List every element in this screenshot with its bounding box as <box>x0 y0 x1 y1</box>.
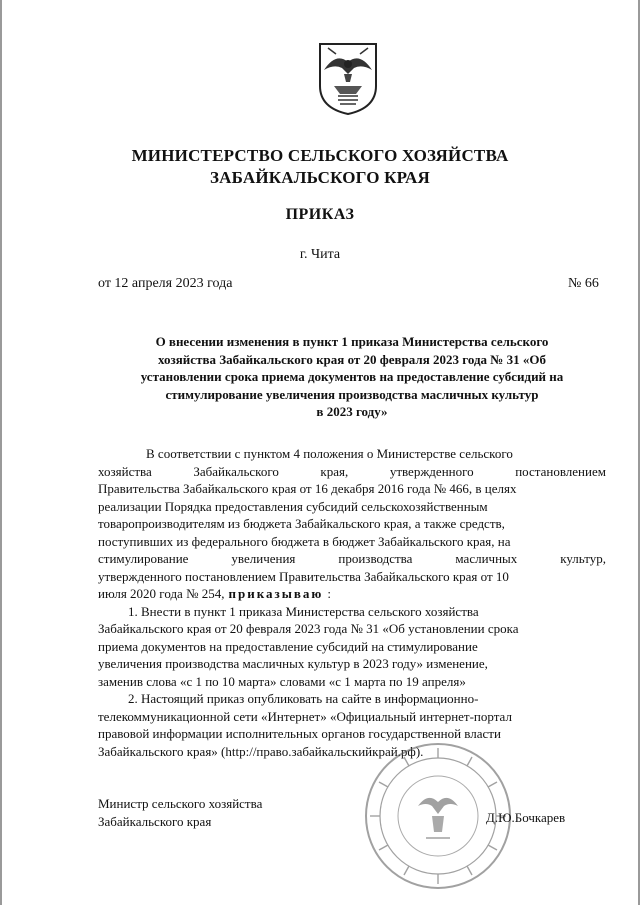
subject-line: хозяйства Забайкальского края от 20 февраля 2023 года № 31 «Об <box>158 351 546 367</box>
subject-line: О внесении изменения в пункт 1 приказа Министерства сельского <box>155 334 549 349</box>
item-1-line: заменив слова «с 1 по 10 марта» словами «с 1 марта по 19 апреля» <box>98 673 466 689</box>
body-line: поступивших из федерального бюджета в бюджет Забайкальского края, на <box>98 533 511 549</box>
item-2-line: правовой информации исполнительных органов государственной власти <box>98 726 501 741</box>
order-number: № 66 <box>568 276 599 291</box>
item-2-line: 2. Настоящий приказ опубликовать на сайте в информационно- <box>128 691 479 706</box>
item-1-line: приема документов на предоставление субсидий на стимулирование <box>98 638 478 654</box>
ministry-name-line2: ЗАБАЙКАЛЬСКОГО КРАЯ <box>209 168 430 187</box>
signatory-position: Министр сельского хозяйства Забайкальского края <box>98 796 263 829</box>
item-2-line: телекоммуникационной сети «Интернет» «Официальный интернет-портал <box>98 708 512 724</box>
body-line: реализации Порядка предоставления субсидий сельскохозяйственным <box>98 498 488 514</box>
subject-line: стимулирование увеличения производства масличных культур <box>165 386 539 402</box>
subject-line: установлении срока приема документов на предоставление субсидий на <box>140 369 564 384</box>
item-1-line: 1. Внести в пункт 1 приказа Министерства сельского хозяйства <box>128 603 479 619</box>
signatory-name: Д.Ю.Бочкарев <box>486 810 566 825</box>
item-1-line: увеличения производства масличных культур в 2023 году» изменение, <box>98 656 488 671</box>
body-line: хозяйства Забайкальского края, утвержденного постановлением <box>98 463 606 479</box>
body-line: товаропроизводителям из бюджета Забайкальского края, а также средств, <box>98 516 505 531</box>
scan-edge-left <box>0 0 2 905</box>
body-line: июля 2020 года № 254, приказываю : <box>98 586 331 601</box>
body-line: Правительства Забайкальского края от 16 декабря 2016 года № 466, в целях <box>98 481 517 496</box>
ministry-name-line1: МИНИСТЕРСТВО СЕЛЬСКОГО ХОЗЯЙСТВА <box>131 146 509 165</box>
city: г. Чита <box>299 247 341 262</box>
order-date: от 12 апреля 2023 года <box>98 276 233 291</box>
subject-line: в 2023 году» <box>316 404 388 419</box>
body-line: В соответствии с пунктом 4 положения о Министерстве сельского <box>146 446 513 461</box>
coat-of-arms-emblem-icon <box>316 40 380 116</box>
body-line: стимулирование увеличения производства масличных культур, <box>98 551 606 566</box>
item-1-line: Забайкальского края от 20 февраля 2023 года № 31 «Об установлении срока <box>98 621 519 636</box>
document-type-title: ПРИКАЗ <box>285 206 355 223</box>
body-line: утвержденного постановлением Правительства Забайкальского края от 10 <box>98 568 509 584</box>
order-subject <box>98 333 606 421</box>
order-directive: приказываю <box>228 586 324 601</box>
item-2-line: Забайкальского края» (http://право.забайкальскийкрай.рф). <box>98 743 424 759</box>
order-body <box>98 445 606 760</box>
